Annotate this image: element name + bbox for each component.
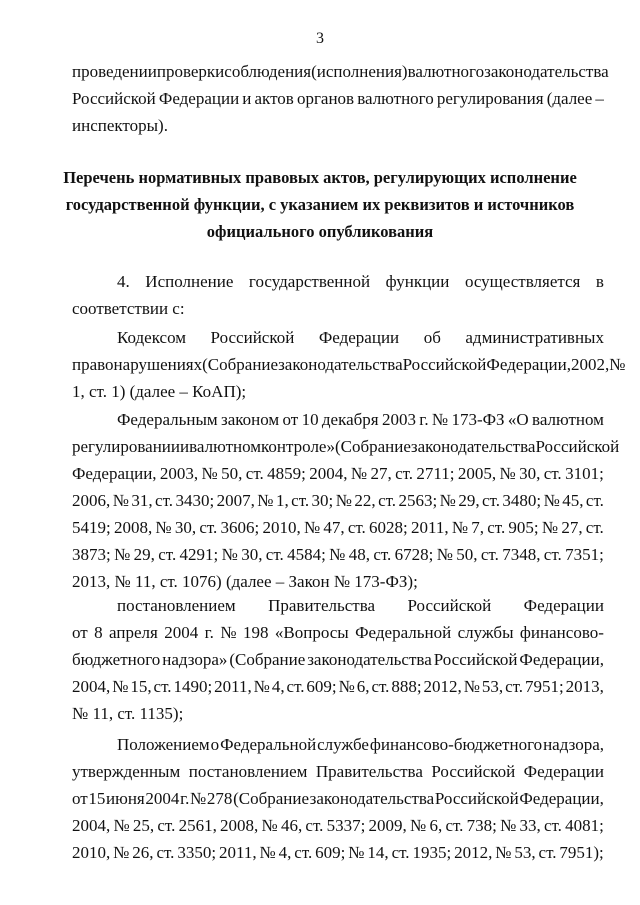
intro-line-1 [72,62,609,82]
word: 15 [88,789,106,808]
word: 2010, [262,518,301,537]
word: ст. [480,545,499,564]
word: № [499,464,516,483]
word: 22, [354,491,376,510]
word: 278 [206,789,233,808]
word: (Собрание [334,437,411,456]
word: 7951); [559,843,604,862]
word: 30; [311,491,334,510]
word: 47, [323,518,345,537]
word: 30, [519,464,541,483]
word: 4, [278,843,292,862]
word: 4. [117,272,130,291]
word: № [113,843,130,862]
word: ст. [245,464,264,483]
word: финансово- [519,623,604,642]
word: 3606; [220,518,260,537]
word: службы [457,623,514,642]
word: ст. [155,491,173,510]
decree198-line-1 [117,596,604,616]
word: 7951; [524,677,564,696]
word: органов [296,89,355,108]
word: ст. [505,677,524,696]
word: 2004, [309,464,348,483]
word: 2711; [416,464,455,483]
para4-line-1 [117,272,604,292]
word: ст. [487,518,506,537]
word: правонарушениях [72,355,203,374]
word: Федерации, [519,789,604,808]
word: № [112,491,129,510]
word: валютном [189,437,262,456]
word: 30, [174,518,197,537]
word: законодательства [309,789,435,808]
word: соблюдения [224,62,312,81]
word: административных [465,328,604,347]
word: 4584; [287,545,326,564]
word: проверки [156,62,225,81]
word: 33, [519,816,541,835]
word: 15, [130,677,152,696]
word: № [495,843,512,862]
word: № [436,545,453,564]
word: июня [106,789,145,808]
word: 1935; [412,843,452,862]
word: 27, [561,518,583,537]
word: ст. [291,491,310,510]
word: Российской [72,89,156,108]
word: ст. [153,677,172,696]
word: Федерации, [519,650,604,669]
word: 7348, [502,545,541,564]
word: от [72,623,88,642]
law173-line-7: 2013, № 11, ст. 1076) (далее – Закон № 173-ФЗ); [72,572,418,591]
word: в [595,272,604,291]
law173-line-2 [72,437,620,457]
word: ст. [373,545,392,564]
word: 6, [356,677,370,696]
word: бюджетного [72,650,161,669]
word: финансово-бюджетного [369,735,543,754]
word: (далее [546,89,593,108]
word: ст. [156,843,175,862]
word: 4291; [179,545,219,564]
word: Положением [117,735,210,754]
word: ст. [445,816,464,835]
word: 6028; [369,518,408,537]
word: Федеральным [117,410,218,429]
word: Федерации [523,596,604,615]
word: № [451,518,469,537]
word: № [114,545,131,564]
word: Российской [535,437,620,456]
decree198-line-2 [72,623,604,643]
word: № [348,843,365,862]
word: 5419; [72,518,111,537]
word: 2003, [159,464,199,483]
word: ст. [265,545,284,564]
law173-line-3 [72,464,604,484]
word: 198 [242,623,269,642]
word: ст. [543,464,562,483]
word: 3350; [177,843,217,862]
regulation-line-1 [117,735,604,755]
word: Исполнение [145,272,234,291]
word: государственной [248,272,371,291]
word: ст. [543,816,562,835]
word: № [257,491,274,510]
word: регулирования [436,89,544,108]
word: г. [180,789,190,808]
word: ст. [305,816,324,835]
word: Правительства [268,596,376,615]
word: 30, [241,545,263,564]
regulation-line-4 [72,816,604,836]
word: 10 [301,410,319,429]
word: законом [220,410,280,429]
word: 27, [370,464,392,483]
section-heading-line-1: Перечень нормативных правовых актов, регулирующих исполнение [63,168,577,187]
word: 2561, [178,816,217,835]
word: 29, [458,491,480,510]
word: 4, [271,677,285,696]
word: Федеральной [220,735,317,754]
word: 2002, [570,355,610,374]
word: № [155,518,172,537]
word: от [282,410,299,429]
word: регулировании [72,437,180,456]
word: Российской [434,789,519,808]
word: Российской [431,762,516,781]
word: 738; [466,816,497,835]
word: Кодексом [117,328,187,347]
intro-line-3: инспекторы). [72,116,168,135]
word: № [253,677,270,696]
word: Правительства [315,762,423,781]
word: 888; [391,677,422,696]
word: 2008, [113,518,153,537]
word: 5337; [326,816,366,835]
word: валютного [357,89,434,108]
word: 2012, [423,677,462,696]
regulation-line-2 [72,762,604,782]
word: 2003 [381,410,416,429]
word: Федерации, [72,464,157,483]
word: 173-ФЗ [451,410,505,429]
word: надзора» [162,650,228,669]
section-heading-line-3: официального опубликования [206,222,434,241]
word: об [423,328,441,347]
word: ст. [157,816,176,835]
word: постановлением [188,762,308,781]
koap-line-3: 1, ст. 1) (далее – КоАП); [72,382,247,401]
word: (Собрание [202,355,279,374]
word: декабря [321,410,379,429]
word: валютного [407,62,485,81]
word: ст. [395,464,414,483]
word: № [112,677,129,696]
word: 2004 [145,789,180,808]
word: 2012, [454,843,493,862]
word: 2011, [214,677,252,696]
word: 31, [131,491,153,510]
law173-line-5 [72,518,604,538]
word: № [335,491,352,510]
word: № [439,491,456,510]
word: функции [385,272,450,291]
word: № [338,677,355,696]
word: ст. [538,843,557,862]
word: ст. [391,843,410,862]
word: 53, [481,677,504,696]
word: ст. [378,491,397,510]
law173-line-4 [72,491,604,511]
word: ст. [585,518,604,537]
regulation-line-5 [72,843,604,863]
word: № [500,816,517,835]
word: ст. [158,545,177,564]
word: 2007, [216,491,255,510]
word: № [543,491,560,510]
word: 2011, [410,518,449,537]
word: и [180,437,190,456]
word: (исполнения) [311,62,408,81]
koap-line-2 [72,355,626,375]
word: о [210,735,220,754]
word: Федерации [318,328,400,347]
word: № [410,816,427,835]
word: 1, [275,491,289,510]
word: 50, [456,545,478,564]
word: № [190,789,207,808]
word: 609; [306,677,337,696]
para4-line-2: соответствии с: [72,299,185,318]
word: ст. [585,491,604,510]
koap-line-1 [117,328,604,348]
word: 1490; [173,677,213,696]
word: 4859; [267,464,306,483]
word: 2008, [220,816,259,835]
word: № [261,816,278,835]
word: № [201,464,218,483]
word: надзора, [543,735,604,754]
word: № [463,677,480,696]
word: № [609,355,626,374]
intro-line-2 [72,89,604,109]
word: 14, [367,843,389,862]
word: 8 [94,623,103,642]
word: – [595,89,604,108]
word: 6, [429,816,443,835]
word: осуществляется [464,272,581,291]
word: контроле» [261,437,335,456]
word: № [329,545,346,564]
word: (Собрание [229,650,306,669]
word: г. [204,623,214,642]
word: и [242,89,252,108]
word: № [221,545,238,564]
word: Российской [433,650,518,669]
word: апреля [109,623,158,642]
word: 2004 [164,623,199,642]
word: Федерации, [486,355,571,374]
section-heading-line-2: государственной функции, с указанием их реквизитов и источников [65,195,575,214]
word: № [303,518,321,537]
word: 3430; [175,491,215,510]
word: 2004, [72,816,111,835]
word: 6728; [394,545,434,564]
word: проведении [72,62,157,81]
word: 3101; [565,464,604,483]
word: 2009, [368,816,407,835]
word: службе [317,735,369,754]
word: актов [254,89,294,108]
word: № [113,816,130,835]
word: законодательства [484,62,609,81]
word: 45, [562,491,584,510]
word: 2011, [218,843,257,862]
word: № [220,623,237,642]
word: Российской [402,355,487,374]
word: 2013, [565,677,604,696]
word: 48, [348,545,370,564]
word: 4081; [565,816,604,835]
word: от [72,789,88,808]
word: 609; [315,843,346,862]
word: ст. [482,491,500,510]
word: 2006, [72,491,111,510]
word: № [350,464,368,483]
word: 3480; [502,491,542,510]
word: валютном [532,410,604,429]
word: Федеральной [355,623,452,642]
word: 3873; [72,545,111,564]
word: 50, [221,464,243,483]
word: г. [419,410,429,429]
word: законодательства [307,650,432,669]
word: 2563; [398,491,438,510]
word: Российской [407,596,492,615]
word: «Вопросы [274,623,349,642]
word: 29, [133,545,155,564]
word: постановлением [117,596,236,615]
word: Федерации [158,89,240,108]
decree198-line-3 [72,650,604,670]
word: 2004, [72,677,111,696]
word: 53, [514,843,536,862]
word: 26, [132,843,154,862]
word: № [541,518,559,537]
word: ст. [371,677,390,696]
word: 2010, [72,843,111,862]
page-number: 3 [316,30,324,47]
word: 46, [280,816,303,835]
word: (Собрание [233,789,310,808]
word: 7351; [565,545,604,564]
word: ст. [199,518,218,537]
word: законодательства [410,437,536,456]
word: «О [507,410,529,429]
decree198-line-4 [72,677,604,697]
word: № [259,843,276,862]
word: Федерации [523,762,604,781]
word: 7, [471,518,485,537]
word: 2005, [457,464,497,483]
word: № [431,410,449,429]
word: 905; [508,518,539,537]
word: Российской [210,328,295,347]
word: ст. [543,545,562,564]
word: утвержденным [72,762,181,781]
word: ст. [286,677,305,696]
regulation-line-3 [72,789,604,809]
word: законодательства [278,355,403,374]
word: 25, [132,816,155,835]
law173-line-6 [72,545,604,565]
law173-line-1 [117,410,604,430]
word: ст. [294,843,313,862]
word: ст. [347,518,366,537]
decree198-line-5: № 11, ст. 1135); [72,704,184,723]
